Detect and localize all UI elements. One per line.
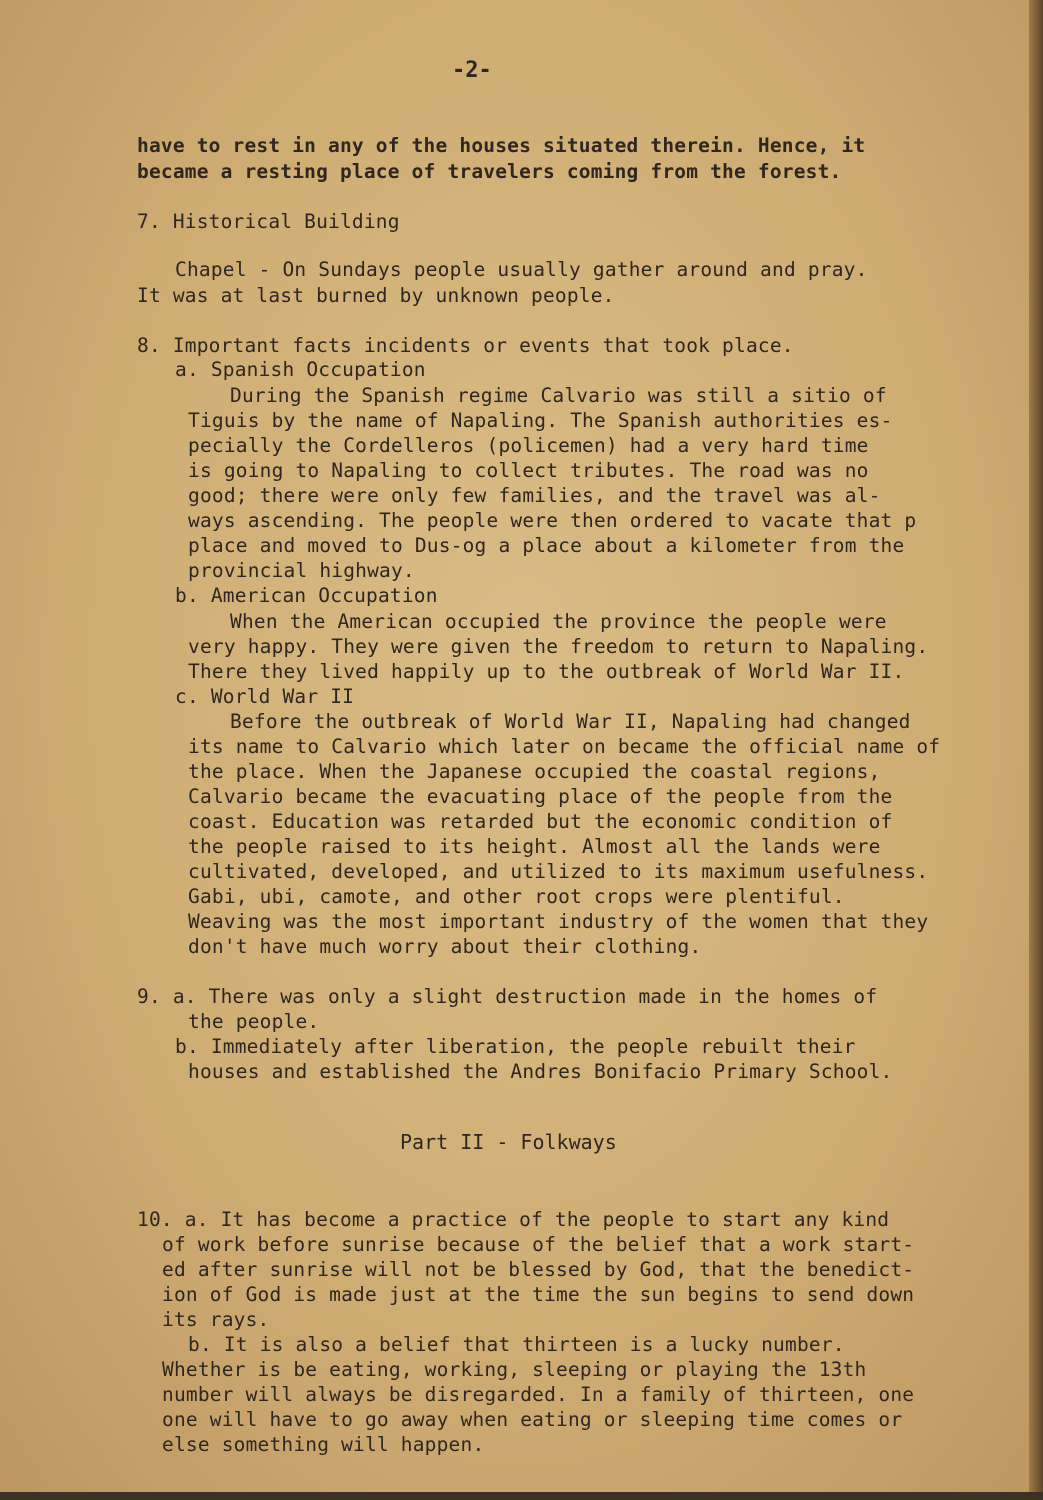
item8-a-line: good; there were only few families, and the travel was al- [188,484,881,507]
item8-a-title: a. Spanish Occupation [175,358,426,381]
item10-a-line: of work before sunrise because of the belief that a work start- [162,1233,915,1256]
item8-a-line: is going to Napaling to collect tributes. The road was no [188,459,869,482]
item8-c-line: its name to Calvario which later on became the official name of [188,735,941,758]
item9-b-line: houses and established the Andres Bonifacio Primary School. [188,1060,893,1083]
item8-c-line: the people raised to its height. Almost all the lands were [188,835,881,858]
item8-c-line: cultivated, developed, and utilized to its maximum usefulness. [188,860,929,883]
item10-a-line: 10. a. It has become a practice of the people to start any kind [137,1208,890,1231]
item9-a-line: the people. [188,1010,320,1033]
item8-c-line: Gabi, ubi, camote, and other root crops were plentiful. [188,885,845,908]
page-edge-shadow [1029,0,1043,1500]
item8-b-line: There they lived happily up to the outbreak of World War II. [188,660,905,683]
item8-a-line: During the Spanish regime Calvario was still a sitio of [230,384,887,407]
item8-a-line: Tiguis by the name of Napaling. The Spanish authorities es- [188,409,893,432]
item10-b-line: number will always be disregarded. In a family of thirteen, one [162,1383,915,1406]
part2-heading: Part II - Folkways [400,1130,617,1154]
item7-line: Chapel - On Sundays people usually gather around and pray. [175,258,868,281]
item8-c-line: the place. When the Japanese occupied the coastal regions, [188,760,881,783]
item8-a-line: ways ascending. The people were then ordered to vacate that p [188,509,917,532]
item10-a-line: ed after sunrise will not be blessed by God, that the benedict- [162,1258,915,1281]
item8-c-line: Weaving was the most important industry of the women that they [188,910,929,933]
item10-b-line: b. It is also a belief that thirteen is a lucky number. [188,1333,845,1356]
intro-line: became a resting place of travelers coming from the forest. [137,160,842,183]
item8-a-line: place and moved to Dus-og a place about a kilometer from the [188,534,905,557]
item8-c-line: Before the outbreak of World War II, Napaling had changed [230,710,911,733]
item8-a-line: pecially the Cordelleros (policemen) had a very hard time [188,434,869,457]
item9-a-line: 9. a. There was only a slight destruction made in the homes of [137,985,878,1008]
item7-line: It was at last burned by unknown people. [137,284,615,307]
item8-a-line: provincial highway. [188,559,415,582]
item10-b-line: else something will happen. [162,1433,485,1456]
item8-c-title: c. World War II [175,685,355,708]
item8-c-line: Calvario became the evacuating place of the people from the [188,785,893,808]
item8-b-line: very happy. They were given the freedom to return to Napaling. [188,635,929,658]
item10-b-line: Whether is be eating, working, sleeping or playing the 13th [162,1358,867,1381]
item10-a-line: ion of God is made just at the time the sun begins to send down [162,1283,915,1306]
item10-b-line: one will have to go away when eating or sleeping time comes or [162,1408,903,1431]
item8-c-line: coast. Education was retarded but the economic condition of [188,810,893,833]
item9-b-line: b. Immediately after liberation, the people rebuilt their [175,1035,856,1058]
item8-c-line: don't have much worry about their clothing. [188,935,702,958]
item8-b-line: When the American occupied the province the people were [230,610,887,633]
page-number: -2- [452,58,492,83]
intro-line: have to rest in any of the houses situated therein. Hence, it [137,134,866,157]
item8-b-title: b. American Occupation [175,584,438,607]
item10-a-line: its rays. [162,1308,270,1331]
item8-title: 8. Important facts incidents or events that took place. [137,334,794,357]
page-bottom-strip [0,1492,1043,1500]
item7-title: 7. Historical Building [137,210,400,233]
